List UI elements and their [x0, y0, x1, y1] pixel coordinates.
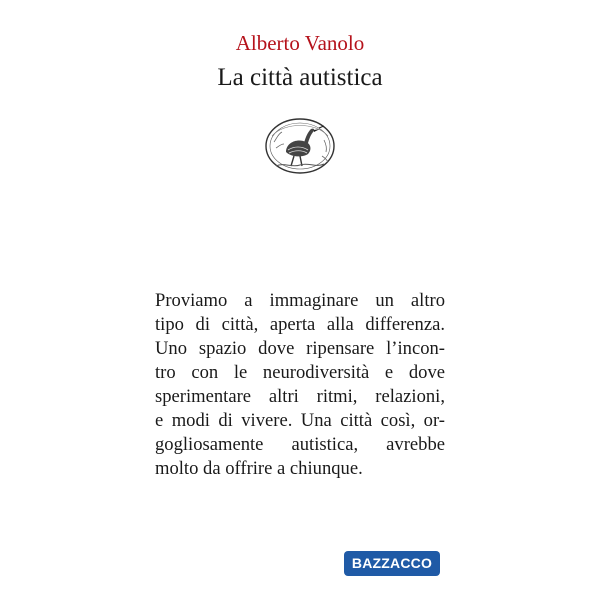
- author-name: Alberto Vanolo: [235, 31, 365, 55]
- bookstore-badge: BAZZACCO: [344, 551, 440, 576]
- blurb-line: Uno spazio dove ripensare l’incon-: [155, 338, 445, 359]
- blurb-line: tro con le neurodiversità e dove: [155, 362, 445, 383]
- blurb-line: e modi di vivere. Una città così, or-: [155, 410, 445, 431]
- blurb-line: molto da offrire a chiunque.: [155, 458, 363, 479]
- blurb-line: sperimentare altri ritmi, relazioni,: [155, 386, 445, 407]
- book-title: La città autistica: [217, 64, 383, 91]
- blurb-line: tipo di città, aperta alla differenza.: [155, 314, 445, 335]
- blurb-line: gogliosamente autistica, avrebbe: [155, 434, 445, 455]
- blurb-line: Proviamo a immaginare un altro: [155, 290, 445, 311]
- ostrich-emblem-icon: [264, 116, 336, 176]
- back-cover-blurb: [155, 289, 445, 481]
